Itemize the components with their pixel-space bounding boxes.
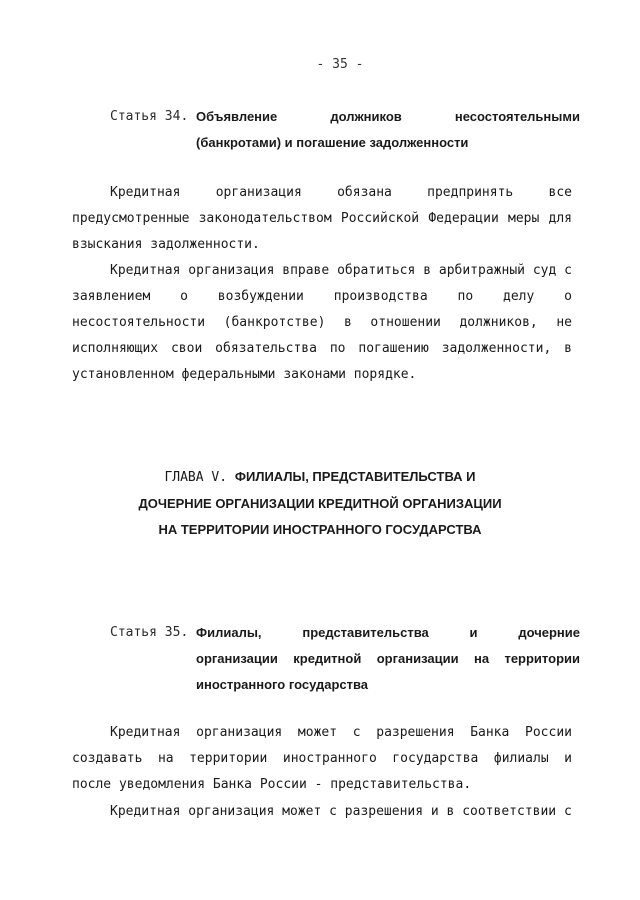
- article-35-title-line-3: иностранного государства: [196, 677, 369, 692]
- article-34-title-line-2: (банкротами) и погашение задолженности: [196, 135, 469, 150]
- article-35-paragraph-1: Кредитная организация может с разрешения Банка России создавать на территории иностранного государства филиалы и после уведомления Банка России - представительства.: [72, 725, 572, 792]
- article-35-paragraph-2: Кредитная организация может с разрешения и в соответствии с: [110, 804, 572, 819]
- chapter-title-line-3: НА ТЕРРИТОРИИ ИНОСТРАННОГО ГОСУДАРСТВА: [158, 522, 482, 537]
- article-34-paragraph-1: Кредитная организация обязана предпринять все предусмотренные законодательством Российской Федерации меры для взыскания задолженности.: [72, 185, 572, 252]
- article-35-label: Статья 35.: [110, 625, 189, 640]
- article-35-heading: [110, 620, 580, 698]
- article-34-paragraph-2: Кредитная организация вправе обратиться в арбитражный суд с заявлением о возбуждении производства по делу о несостоятельности (банкротстве) в отношении должников, не исполняющих свои обязательства по погашению задолженности, в установленном федеральными законами порядке.: [72, 263, 572, 382]
- article-35-title-line-2: организации кредитной организации на территории: [196, 651, 580, 666]
- page-number: - 35 -: [316, 57, 364, 72]
- article-34-title-line-1: Объявление должников несостоятельными: [196, 109, 580, 124]
- chapter-prefix: ГЛАВА V.: [164, 470, 228, 485]
- chapter-heading-line-1: [0, 464, 640, 491]
- article-34-heading: [110, 104, 580, 156]
- chapter-title-line-1: ФИЛИАЛЫ, ПРЕДСТАВИТЕЛЬСТВА И: [234, 469, 476, 484]
- chapter-heading: [0, 464, 640, 543]
- article-35-title-line-1: Филиалы, представительства и дочерние: [196, 625, 580, 640]
- chapter-title-line-2: ДОЧЕРНИЕ ОРГАНИЗАЦИИ КРЕДИТНОЙ ОРГАНИЗАЦИИ: [138, 496, 502, 511]
- article-34-label: Статья 34.: [110, 109, 189, 124]
